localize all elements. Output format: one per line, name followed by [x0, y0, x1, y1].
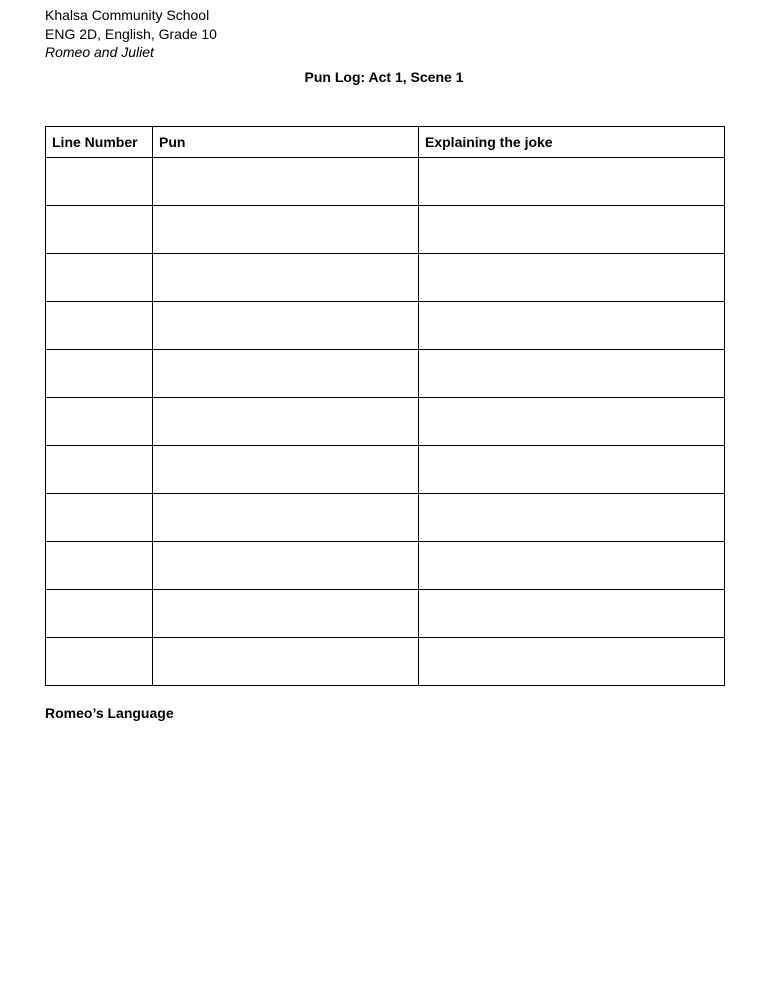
- line-number-cell[interactable]: [46, 590, 153, 638]
- table-row: [46, 158, 725, 206]
- section-heading: Romeo’s Language: [45, 705, 174, 721]
- line-number-cell[interactable]: [46, 302, 153, 350]
- pun-cell[interactable]: [153, 350, 419, 398]
- explanation-cell[interactable]: [419, 350, 725, 398]
- table-row: [46, 590, 725, 638]
- line-number-cell[interactable]: [46, 446, 153, 494]
- pun-cell[interactable]: [153, 302, 419, 350]
- pun-cell[interactable]: [153, 398, 419, 446]
- table-row: [46, 350, 725, 398]
- explanation-cell[interactable]: [419, 206, 725, 254]
- explanation-cell[interactable]: [419, 590, 725, 638]
- line-number-cell[interactable]: [46, 494, 153, 542]
- table-body: [46, 158, 725, 686]
- table-row: [46, 398, 725, 446]
- column-header-pun: Pun: [153, 127, 419, 158]
- line-number-cell[interactable]: [46, 206, 153, 254]
- pun-cell[interactable]: [153, 446, 419, 494]
- pun-cell[interactable]: [153, 638, 419, 686]
- pun-cell[interactable]: [153, 158, 419, 206]
- line-number-cell[interactable]: [46, 638, 153, 686]
- pun-cell[interactable]: [153, 206, 419, 254]
- table-row: [46, 494, 725, 542]
- table-row: [46, 206, 725, 254]
- line-number-cell[interactable]: [46, 350, 153, 398]
- pun-cell[interactable]: [153, 494, 419, 542]
- explanation-cell[interactable]: [419, 638, 725, 686]
- table-row: [46, 542, 725, 590]
- line-number-cell[interactable]: [46, 542, 153, 590]
- line-number-cell[interactable]: [46, 254, 153, 302]
- line-number-cell[interactable]: [46, 158, 153, 206]
- pun-cell[interactable]: [153, 254, 419, 302]
- explanation-cell[interactable]: [419, 158, 725, 206]
- course-name: ENG 2D, English, Grade 10: [45, 26, 217, 42]
- pun-log-table: [45, 126, 725, 686]
- table-row: [46, 254, 725, 302]
- page-title: Pun Log: Act 1, Scene 1: [304, 69, 464, 85]
- pun-cell[interactable]: [153, 590, 419, 638]
- explanation-cell[interactable]: [419, 494, 725, 542]
- table-row: [46, 446, 725, 494]
- explanation-cell[interactable]: [419, 398, 725, 446]
- table-row: [46, 302, 725, 350]
- line-number-cell[interactable]: [46, 398, 153, 446]
- table-header-row: [46, 127, 725, 158]
- pun-cell[interactable]: [153, 542, 419, 590]
- column-header-explaining-the-joke: Explaining the joke: [419, 127, 725, 158]
- school-name: Khalsa Community School: [45, 7, 210, 23]
- explanation-cell[interactable]: [419, 302, 725, 350]
- explanation-cell[interactable]: [419, 542, 725, 590]
- explanation-cell[interactable]: [419, 446, 725, 494]
- table-row: [46, 638, 725, 686]
- column-header-line-number: Line Number: [46, 127, 153, 158]
- explanation-cell[interactable]: [419, 254, 725, 302]
- book-title: Romeo and Juliet: [45, 44, 154, 60]
